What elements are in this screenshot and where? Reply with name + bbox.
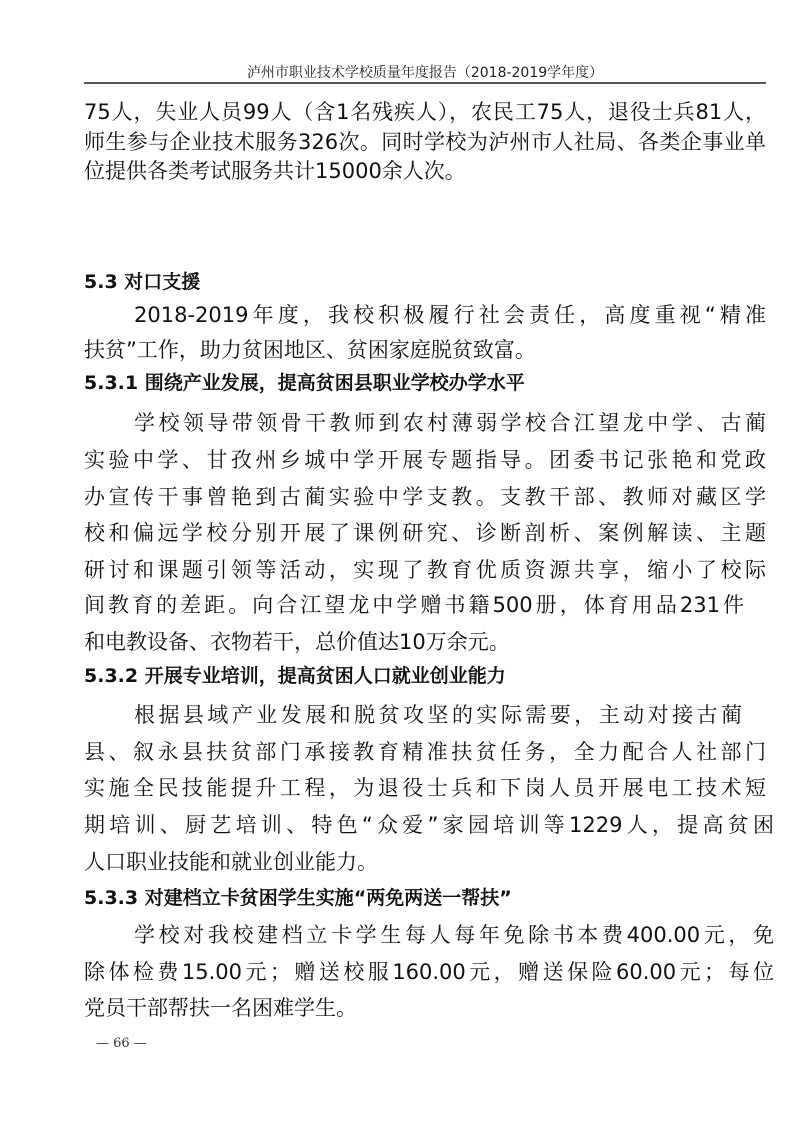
paragraph-line: 人口职业技能和就业创业能力。 bbox=[84, 850, 378, 874]
paragraph-line: 党员干部帮扶一名困难学生。 bbox=[84, 996, 357, 1020]
section-heading-5-3-3: 5.3.3 对建档立卡贫困学生实施“两免两送一帮扶” bbox=[84, 887, 512, 909]
paragraph-line: 和电教设备、衣物若干，总价值达10万余元。 bbox=[84, 630, 510, 654]
paragraph-line: 期培训、厨艺培训、特色“众爱”家园培训等1229人，提高贫困 bbox=[84, 813, 774, 837]
paragraph-line: 除体检费15.00元；赠送校服160.00元，赠送保险60.00元；每位 bbox=[84, 960, 774, 984]
paragraph-line: 间教育的差距。向合江望龙中学赠书籍500册，体育用品231件 bbox=[84, 593, 744, 617]
paragraph-line: 校和偏远学校分别开展了课例研究、诊断剖析、案例解读、主题 bbox=[84, 521, 766, 545]
page-number: — 66 — bbox=[96, 1036, 147, 1051]
paragraph-line: 位提供各类考试服务共计15000余人次。 bbox=[84, 159, 466, 183]
paragraph-line: 实施全民技能提升工程，为退役士兵和下岗人员开展电工技术短 bbox=[84, 776, 766, 800]
paragraph-line: 75人，失业人员99人（含1名残疾人），农民工75人，退役士兵81人， bbox=[84, 100, 766, 124]
paragraph-line: 学校领导带领骨干教师到农村薄弱学校合江望龙中学、古蔺 bbox=[134, 411, 766, 435]
paragraph-line: 2018-2019年度，我校积极履行社会责任，高度重视“精准 bbox=[134, 303, 766, 327]
paragraph-line: 研讨和课题引领等活动，实现了教育优质资源共享，缩小了校际 bbox=[84, 558, 766, 582]
section-heading-5-3: 5.3 对口支援 bbox=[84, 271, 201, 293]
paragraph-line: 学校对我校建档立卡学生每人每年免除书本费400.00元，免 bbox=[134, 923, 774, 947]
section-heading-5-3-2: 5.3.2 开展专业培训，提高贫困人口就业创业能力 bbox=[84, 665, 506, 687]
paragraph-line: 扶贫”工作，助力贫困地区、贫困家庭脱贫致富。 bbox=[84, 338, 536, 362]
paragraph-line: 办宣传干事曾艳到古蔺实验中学支教。支教干部、教师对藏区学 bbox=[84, 485, 766, 509]
paragraph-line: 实验中学、甘孜州乡城中学开展专题指导。团委书记张艳和党政 bbox=[84, 448, 766, 472]
section-heading-5-3-1: 5.3.1 围绕产业发展，提高贫困县职业学校办学水平 bbox=[84, 372, 525, 394]
running-header: 泸州市职业技术学校质量年度报告（2018-2019学年度） bbox=[246, 65, 604, 81]
paragraph-line: 师生参与企业技术服务326次。同时学校为泸州市人社局、各类企事业单 bbox=[84, 130, 766, 154]
paragraph-line: 根据县域产业发展和脱贫攻坚的实际需要，主动对接古蔺 bbox=[134, 703, 742, 727]
paragraph-line: 县、叙永县扶贫部门承接教育精准扶贫任务，全力配合人社部门 bbox=[84, 740, 766, 764]
header-rule bbox=[84, 82, 766, 84]
